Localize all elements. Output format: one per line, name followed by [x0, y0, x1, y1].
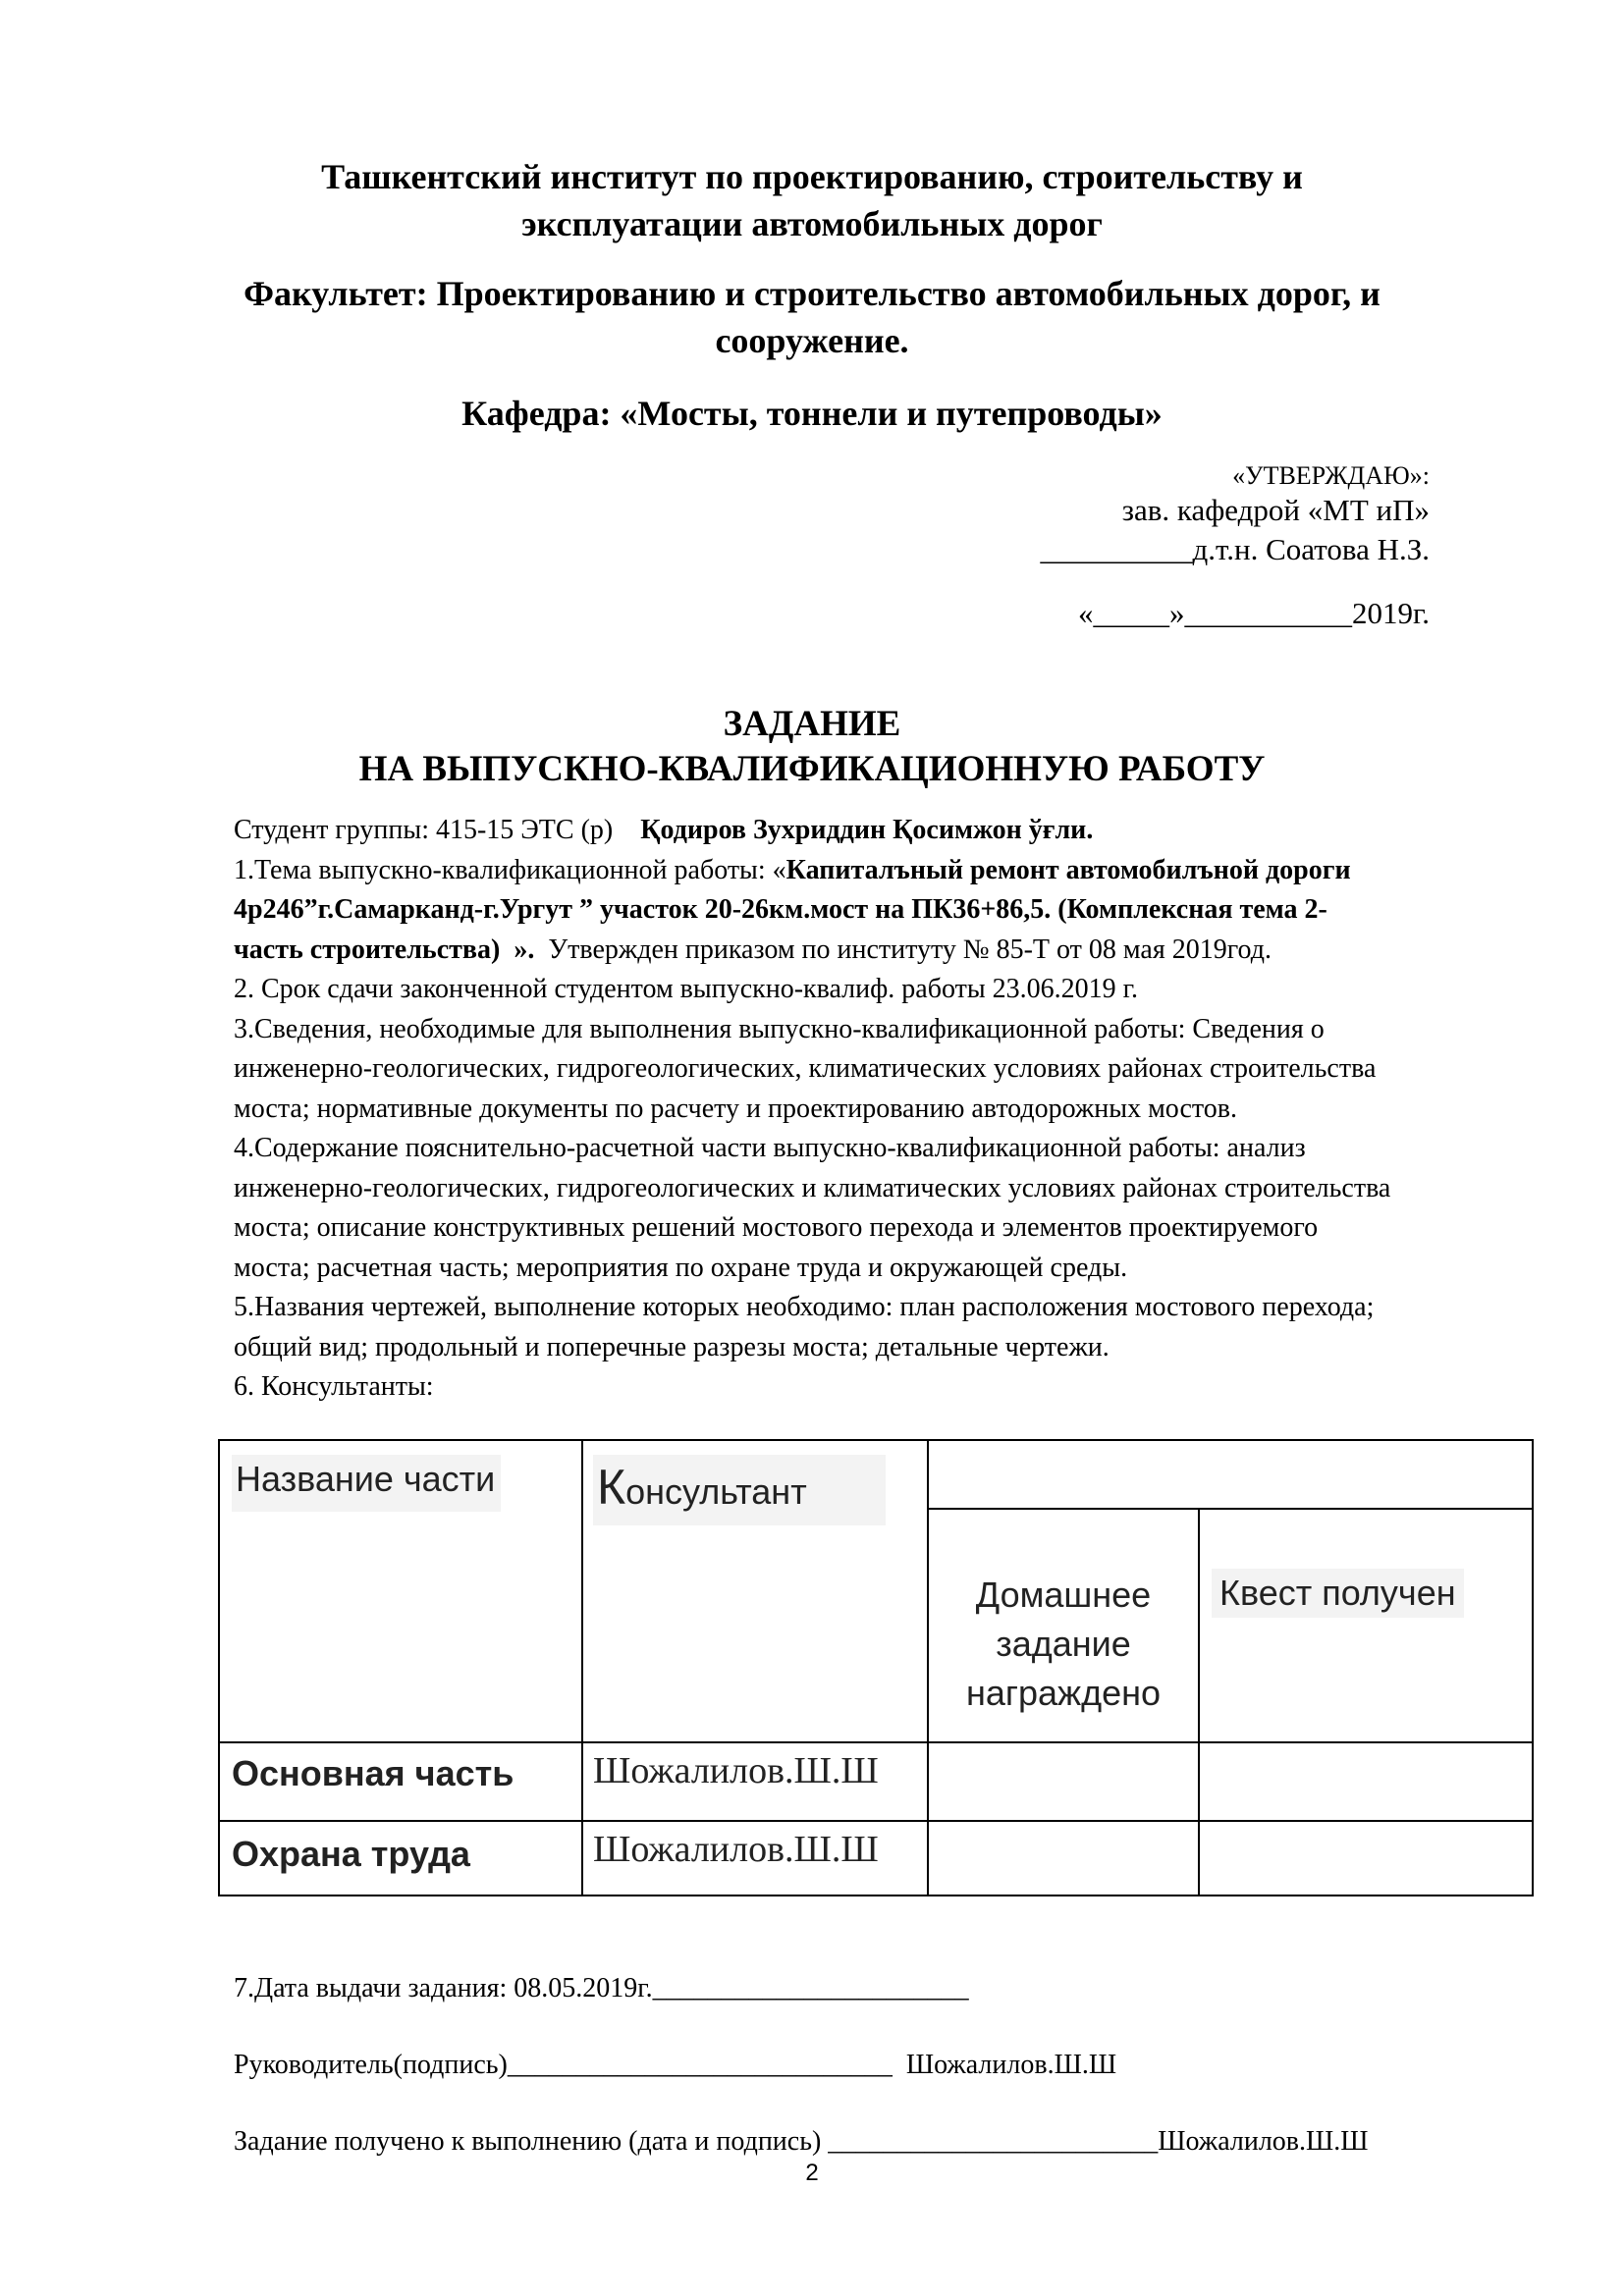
item-4-line1: 4.Содержание пояснительно-расчетной части выпускно-квалификационной работы: анализ — [234, 1133, 1306, 1163]
topic-line3 — [234, 931, 1510, 971]
header-part: Название части — [232, 1455, 501, 1512]
header-homework-line1: Домашнее — [975, 1575, 1152, 1615]
header-homework-line3: награждено — [965, 1673, 1162, 1713]
row1-consultant: Шожалилов.Ш.Ш — [593, 1750, 879, 1791]
institute-name-line1: Ташкентский институт по проектированию, строительству и — [321, 157, 1303, 196]
header-quest: Квест получен — [1212, 1569, 1464, 1618]
item-5-line2: общий вид; продольный и поперечные разрезы моста; детальные чертежи. — [234, 1331, 1110, 1362]
approve-head: зав. кафедрой «МТ иП» — [1121, 493, 1430, 527]
item-2: 2. Срок сдачи законченной студентом выпускно-квалиф. работы 23.06.2019 г. — [234, 974, 1138, 1004]
header-consultant — [593, 1455, 886, 1525]
item-3-line1: 3.Сведения, необходимые для выполнения выпускно-квалификационной работы: Сведения о — [234, 1013, 1325, 1044]
student-line — [234, 811, 1510, 851]
topic-suffix: Утвержден приказом по институту № 85-Т от 08 мая 2019год. — [534, 934, 1272, 965]
table-hline-header-bottom — [220, 1741, 1532, 1743]
doc-title-line1: ЗАДАНИЕ — [723, 704, 901, 744]
supervisor-signature-line: Руководитель(подпись)____________________________ Шожалилов.Ш.Ш — [234, 2050, 1117, 2080]
faculty-line2: сооружение. — [715, 321, 909, 360]
header-consultant-cap: К — [597, 1460, 626, 1515]
table-vline-3 — [1198, 1508, 1200, 1895]
department: Кафедра: «Мосты, тоннели и путепроводы» — [461, 394, 1163, 433]
institute-name-line2: эксплуатации автомобильных дорог — [521, 204, 1103, 243]
item-4-line3: моста; описание конструктивных решений мостового перехода и элементов проектируемого — [234, 1212, 1319, 1243]
header-homework-line2: задание — [996, 1624, 1131, 1664]
approve-date: «_____»___________2019г. — [1078, 596, 1430, 630]
item-6: 6. Консультанты: — [234, 1371, 434, 1402]
row2-part: Охрана труда — [232, 1834, 470, 1874]
table-vline-1 — [581, 1441, 583, 1895]
topic-line1 — [234, 851, 1510, 891]
item-4-line2: инженерно-геологических, гидрогеологических и климатических условиях районах строительства — [234, 1172, 1391, 1203]
consultants-table — [218, 1439, 1534, 1896]
topic-bold-1: Капиталъный ремонт автомобилъной дороги — [785, 854, 1351, 885]
header-consultant-rest: онсультант — [625, 1471, 807, 1512]
row1-part: Основная часть — [232, 1753, 514, 1793]
page-number: 2 — [805, 2160, 819, 2186]
item-3-line2: инженерно-геологических, гидрогеологических, климатических условиях районах строительства — [234, 1053, 1377, 1084]
topic-prefix: 1.Тема выпускно-квалификационной работы: « — [234, 854, 786, 885]
approve-signer: __________д.т.н. Соатова Н.З. — [1040, 532, 1430, 566]
item-4-line4: моста; расчетная часть; мероприятия по охране труда и окружающей среды. — [234, 1252, 1128, 1283]
faculty-line1: Факультет: Проектированию и строительство автомобильных дорог, и — [244, 274, 1380, 313]
assignment-body — [234, 811, 1510, 1408]
topic-line2 — [234, 890, 1510, 931]
doc-title-line2: НА ВЫПУСКНО-КВАЛИФИКАЦИОННУЮ РАБОТУ — [358, 749, 1266, 789]
header-homework — [929, 1571, 1198, 1718]
table-hline-row1-bottom — [220, 1820, 1532, 1822]
approve-label: «УТВЕРЖДАЮ»: — [1232, 461, 1430, 490]
student-name: Қодиров Зухриддин Қосимжон ўғли. — [640, 815, 1094, 845]
issue-date-line: 7.Дата выдачи задания: 08.05.2019г._______________________ — [234, 1973, 969, 2003]
student-group: Студент группы: 415-15 ЭТС (р) — [234, 815, 641, 845]
topic-bold-3: часть строительства) ». — [234, 934, 535, 965]
received-signature-line: Задание получено к выполнению (дата и подпись) ________________________Шожалилов.Ш.Ш — [234, 2126, 1369, 2157]
row2-consultant: Шожалилов.Ш.Ш — [593, 1829, 879, 1870]
topic-bold-2: 4р246”г.Самарканд-г.Ургут ” участок 20-26км.мост на ПК36+86,5. (Комплексная тема 2- — [234, 894, 1327, 925]
table-hline-subheader — [927, 1508, 1532, 1510]
item-5-line1: 5.Названия чертежей, выполнение которых необходимо: план расположения мостового перехода; — [234, 1292, 1375, 1322]
item-3-line3: моста; нормативные документы по расчету и проектированию автодорожных мостов. — [234, 1093, 1237, 1124]
